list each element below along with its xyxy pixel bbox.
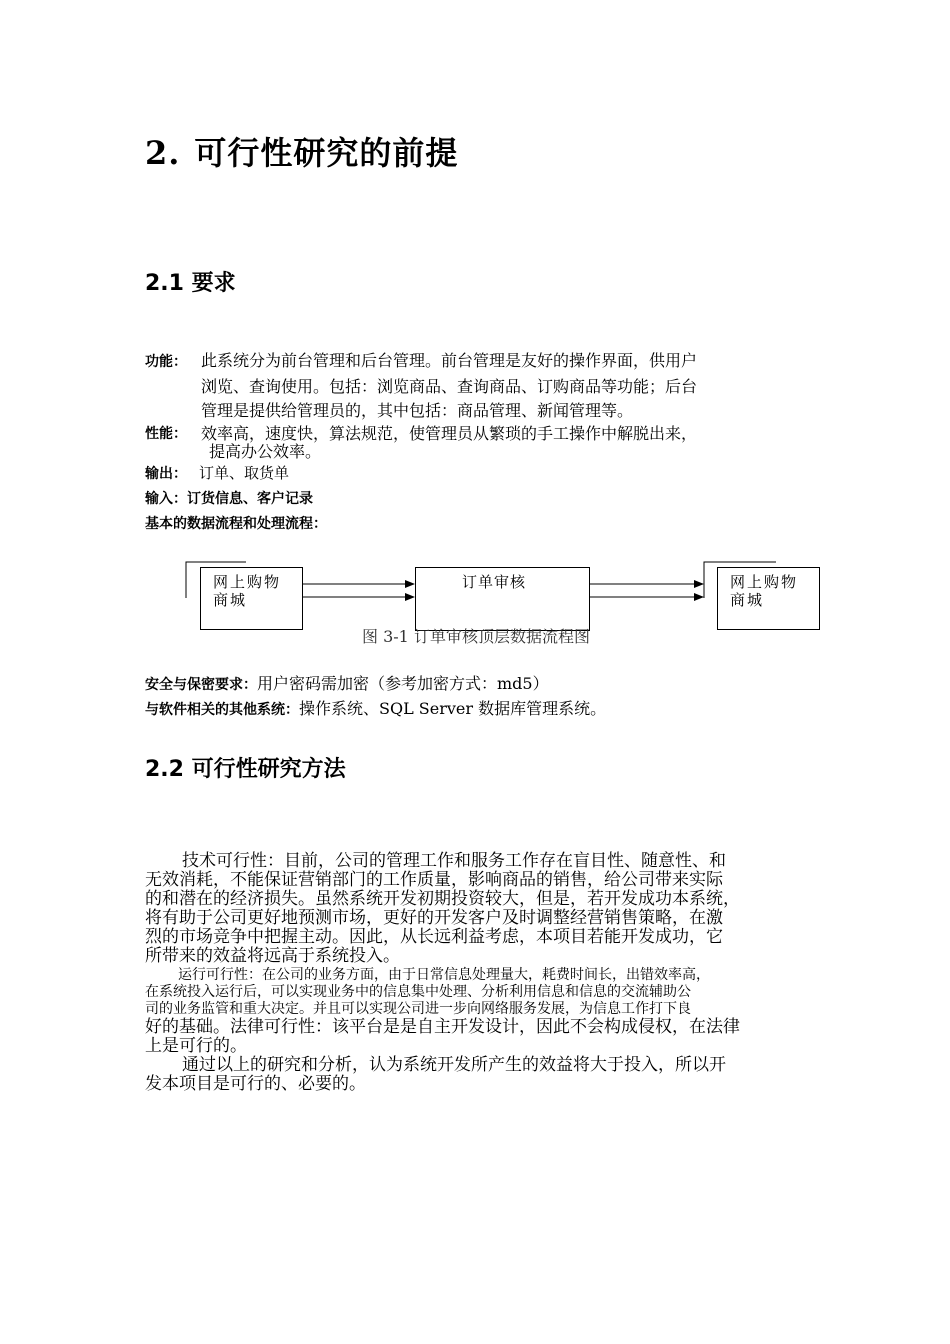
left-box-line2: 商城 (213, 591, 248, 609)
conclusion-line: 发本项目是可行的、必要的。 (145, 1074, 366, 1094)
tech-line: 的和潜在的经济损失。虽然系统开发初期投资较大，但是，若开发成功本系统， (145, 889, 740, 909)
ops-line: 在系统投入运行后，可以实现业务中的信息集中处理、分析利用信息和信息的交流辅助公 (145, 984, 691, 1000)
left-box-line1: 网上购物 (213, 573, 282, 591)
output-text: 订单、取货单 (199, 464, 290, 482)
performance-line: 提高办公效率。 (209, 442, 322, 461)
tech-line: 技术可行性：目前，公司的管理工作和服务工作存在盲目性、随意性、和 (182, 851, 726, 871)
function-line: 浏览、查询使用。包括：浏览商品、查询商品、订购商品等功能；后台 (201, 377, 698, 396)
other-label: 与软件相关的其他系统： (145, 702, 299, 718)
tech-line: 无效消耗，不能保证营销部门的工作质量，影响商品的销售，给公司带来实际 (145, 870, 723, 890)
input-text: 输入：订货信息、客户记录 (145, 491, 313, 507)
center-box-label: 订单审核 (462, 573, 527, 591)
function-line: 此系统分为前台管理和后台管理。前台管理是友好的操作界面，供用户 (201, 351, 698, 370)
tech-line: 将有助于公司更好地预测市场，更好的开发客户及时调整经营销售策略，在激 (145, 908, 723, 928)
tech-line: 所带来的效益将远高于系统投入。 (145, 946, 400, 966)
right-box-line2: 商城 (730, 591, 765, 609)
function-label: 功能： (145, 354, 187, 370)
tech-line: 烈的市场竞争中把握主动。因此，从长远利益考虑，本项目若能开发成功，它 (145, 927, 723, 947)
legal-line: 好的基础。法律可行性：该平台是是自主开发设计，因此不会构成侵权，在法律 (145, 1017, 740, 1037)
flow-label: 基本的数据流程和处理流程： (145, 516, 327, 532)
function-line: 管理是提供给管理员的，其中包括：商品管理、新闻管理等。 (201, 401, 634, 420)
security-text: 用户密码需加密（参考加密方式：md5） (257, 674, 549, 693)
ops-line: 运行可行性：在公司的业务方面，由于日常信息处理量大，耗费时间长，出错效率高， (178, 967, 710, 983)
diagram-lines (0, 0, 950, 660)
output-label: 输出： (145, 466, 187, 482)
section-title-requirements: 2.1 要求 (145, 271, 236, 296)
ops-line: 司的业务监管和重大决定。并且可以实现公司进一步向网络服务发展，为信息工作打下良 (145, 1001, 691, 1017)
other-text: 操作系统、SQL Server 数据库管理系统。 (299, 699, 607, 718)
conclusion-line: 通过以上的研究和分析，认为系统开发所产生的效益将大于投入，所以开 (182, 1055, 726, 1075)
heading-title: 可行性研究的前提 (194, 134, 459, 172)
heading-number: 2. (145, 134, 181, 172)
diagram-caption: 图 3-1 订单审核顶层数据流程图 (362, 627, 590, 646)
performance-label: 性能： (145, 426, 187, 442)
security-requirement (145, 671, 549, 694)
performance-line: 效率高，速度快，算法规范，使管理员从繁琐的手工操作中解脱出来， (201, 424, 698, 443)
right-box-line1: 网上购物 (730, 573, 799, 591)
other-systems (145, 696, 606, 719)
section-title-methods: 2.2 可行性研究方法 (145, 757, 346, 782)
security-label: 安全与保密要求： (145, 677, 257, 693)
legal-line: 上是可行的。 (145, 1036, 247, 1056)
